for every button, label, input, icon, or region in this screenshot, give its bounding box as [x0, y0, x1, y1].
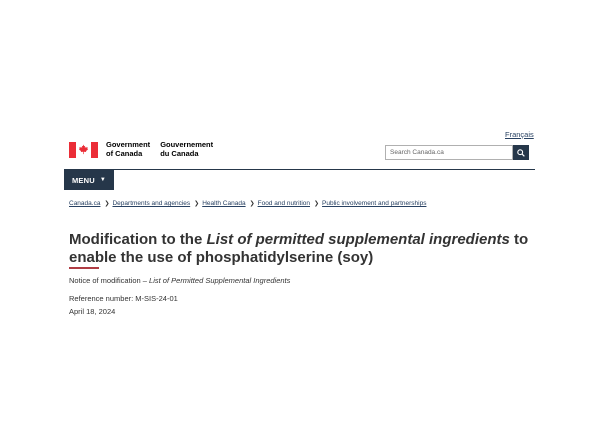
breadcrumb [69, 200, 426, 207]
page-title-part2: to enable the use of phosphatidylserine (soy) [69, 231, 529, 266]
fip-fr-line2: du Canada [160, 148, 199, 158]
government-of-canada-signature[interactable] [69, 141, 223, 158]
breadcrumb-health-canada[interactable]: Health Canada [202, 200, 246, 207]
fip-en-line1: Government [106, 140, 151, 149]
language-toggle-link[interactable]: Français [505, 130, 534, 139]
breadcrumb-canada-ca[interactable]: Canada.ca [69, 200, 101, 207]
page-title-part1: Modification to the [69, 231, 207, 248]
breadcrumb-food-nutrition[interactable]: Food and nutrition [257, 200, 311, 207]
search-form [385, 145, 529, 160]
fip-en-line2: of Canada [106, 148, 143, 158]
breadcrumb-departments-agencies[interactable]: Departments and agencies [112, 200, 191, 207]
breadcrumb-separator-icon: ❯ [314, 201, 320, 207]
search-input[interactable] [385, 145, 513, 160]
site-header [69, 141, 531, 163]
title-underline [69, 267, 99, 269]
breadcrumb-separator-icon: ❯ [194, 201, 200, 207]
breadcrumb-public-involvement[interactable]: Public involvement and partnerships [322, 200, 427, 207]
reference-number: Reference number: M-SIS-24-01 [69, 294, 178, 303]
breadcrumb-separator-icon: ❯ [249, 201, 255, 207]
menu-button[interactable] [64, 170, 114, 190]
page-title-italic: List of permitted supplemental ingredients [206, 231, 510, 248]
search-icon [517, 149, 525, 157]
notice-list-name: List of Permitted Supplemental Ingredients [149, 276, 291, 285]
canada-flag-icon [69, 142, 98, 158]
maple-leaf-icon [78, 144, 89, 155]
search-button[interactable] [513, 145, 529, 160]
fip-fr-line1: Gouvernement [160, 140, 214, 149]
notice-type [69, 276, 290, 285]
breadcrumb-separator-icon: ❯ [104, 201, 110, 207]
menu-label: MENU [71, 175, 95, 185]
fip-wordmark [106, 141, 223, 158]
menu-divider [64, 169, 535, 170]
notice-prefix: Notice of modification – [69, 276, 150, 285]
chevron-down-icon: ▼ [99, 177, 107, 183]
publication-date: April 18, 2024 [69, 307, 116, 316]
page-title [69, 231, 539, 267]
